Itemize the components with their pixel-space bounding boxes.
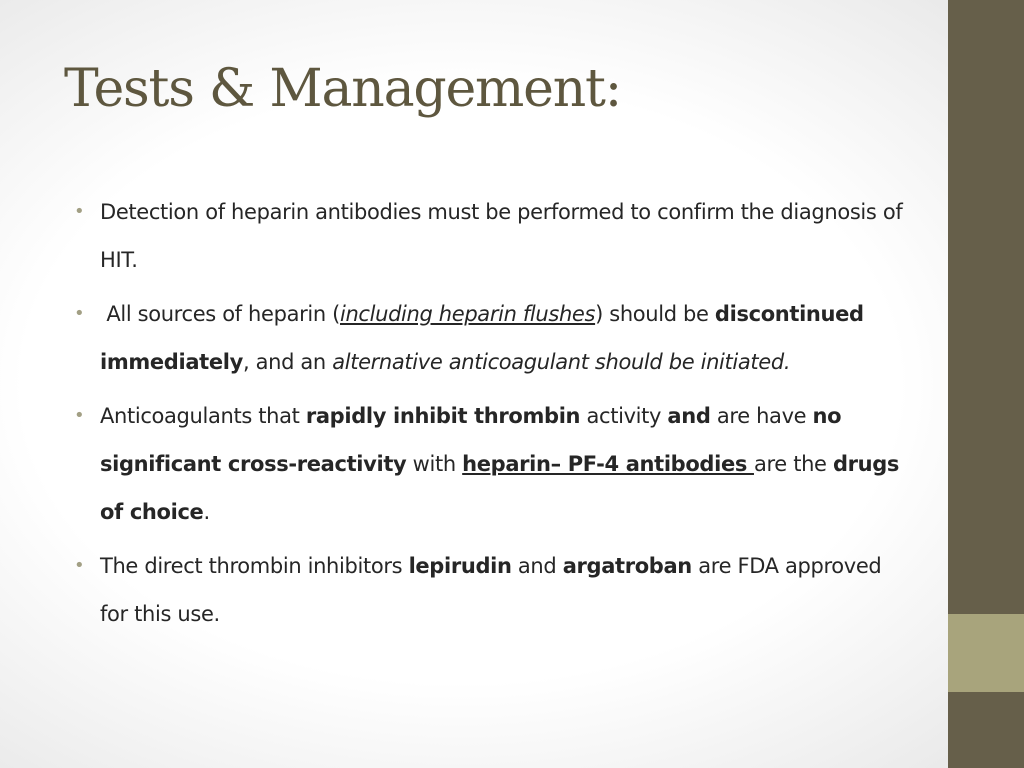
bullet-text: ) should be <box>595 302 715 326</box>
bullet-item <box>74 542 904 638</box>
bullet-text: activity <box>580 404 668 428</box>
bullet-text: are FDA approved for this use. <box>100 554 882 626</box>
bullet-emphasis: rapidly inhibit thrombin <box>305 404 581 428</box>
bullet-text: , and an <box>242 350 333 374</box>
bullet-item <box>74 290 904 386</box>
bullet-emphasis: heparin– PF-4 antibodies <box>462 452 754 476</box>
bullet-item <box>74 188 904 284</box>
sidebar-accent-block <box>948 614 1024 692</box>
bullet-item <box>74 392 904 536</box>
bullet-emphasis: drugs of choice <box>100 452 900 524</box>
bullet-text: Anticoagulants that <box>100 404 306 428</box>
bullet-emphasis: discontinued immediately <box>100 302 864 374</box>
slide-title: Tests & Management: <box>64 59 622 119</box>
bullet-dot-icon: • <box>74 405 85 426</box>
bullet-dot-icon: • <box>74 555 85 576</box>
bullet-emphasis: no significant cross-reactivity <box>100 404 842 476</box>
sidebar-decoration <box>948 0 1024 768</box>
bullet-text: with <box>406 452 463 476</box>
bullet-text: All sources of heparin ( <box>100 302 340 326</box>
bullet-list <box>74 188 904 644</box>
bullet-dot-icon: • <box>74 201 85 222</box>
bullet-text: The direct thrombin inhibitors <box>100 554 409 578</box>
bullet-emphasis: argatroban <box>562 554 692 578</box>
bullet-emphasis: alternative anticoagulant should be initiated. <box>332 350 791 374</box>
bullet-text: . <box>203 500 210 524</box>
bullet-emphasis: and <box>667 404 711 428</box>
bullet-text: Detection of heparin antibodies must be performed to confirm the diagnosis of HIT. <box>100 200 903 272</box>
bullet-text: and <box>511 554 563 578</box>
bullet-emphasis: including heparin flushes <box>339 302 596 326</box>
bullet-emphasis: lepirudin <box>408 554 512 578</box>
bullet-text: are the <box>753 452 833 476</box>
bullet-dot-icon: • <box>74 303 85 324</box>
bullet-text: are have <box>710 404 813 428</box>
